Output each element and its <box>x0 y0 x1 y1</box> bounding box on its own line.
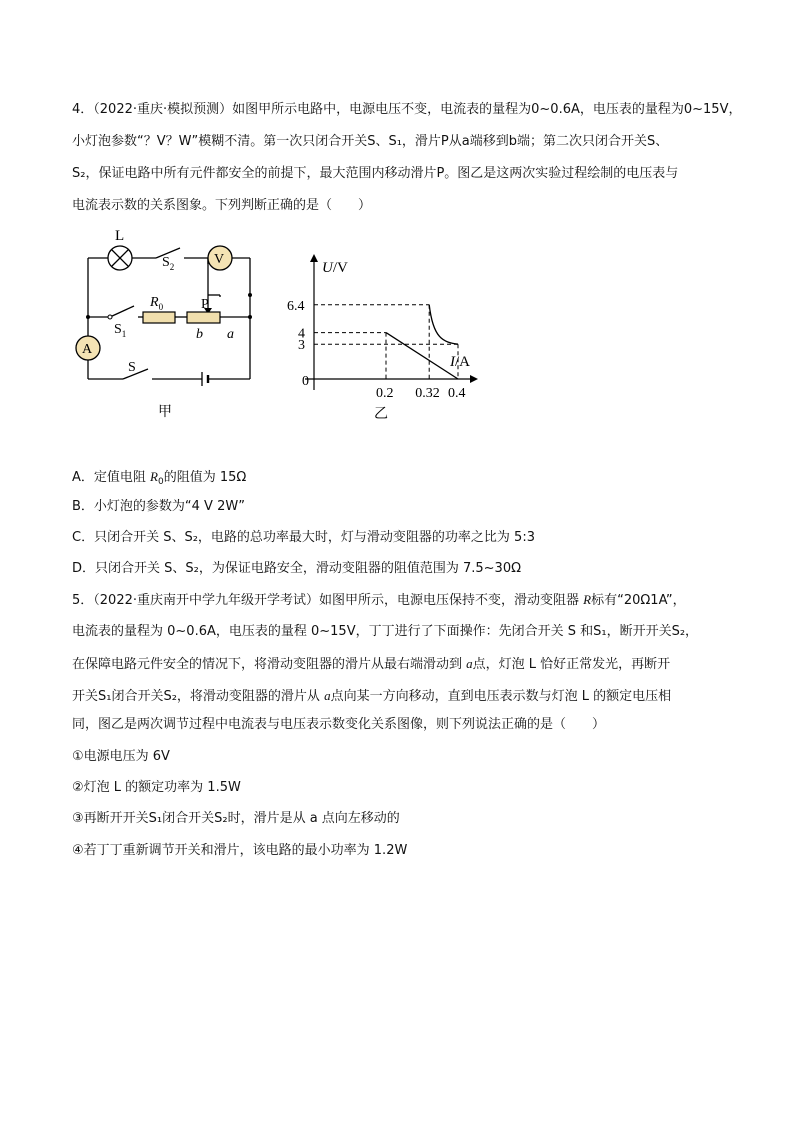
x-tick-label: 0.4 <box>448 386 466 401</box>
x-axis-arrow <box>470 375 478 383</box>
y-tick-label: 4 <box>298 326 305 342</box>
ammeter-label: A <box>82 342 93 357</box>
q5-line1-pre: （2022·重庆南开中学九年级开学考试）如图甲所示，电源电压保持不变，滑动变阻器 <box>93 593 584 608</box>
q5-line1-post: 标有“20Ω1A”， <box>591 593 686 608</box>
y-axis-unit: /V <box>332 260 348 276</box>
q5-line4-post: 点向某一方向移动，直到电压表示数与灯泡 L 的额定电压相 <box>330 689 672 704</box>
r0-letter: R <box>150 295 159 310</box>
series-curve-s2 <box>429 305 458 344</box>
y-tick-label: 3 <box>298 338 305 354</box>
r0-sub: 0 <box>158 302 164 312</box>
x-axis-label <box>449 354 470 370</box>
graph-caption: 乙 <box>374 407 388 422</box>
x-tick-label: 0.32 <box>415 386 440 401</box>
switch-s1-sub: 1 <box>121 329 127 339</box>
q5-statement-2: ②灯泡 L 的额定功率为 1.5W <box>72 780 241 795</box>
ui-graph <box>287 250 490 430</box>
switch-s2-letter: S <box>162 255 170 270</box>
end-a-label: a <box>227 327 234 342</box>
option-a-var: R <box>150 469 158 484</box>
option-a-sub: 0 <box>157 477 164 487</box>
q5-line3-var: a <box>466 656 473 671</box>
q5-number: 5． <box>72 593 94 608</box>
q5-line-4 <box>72 686 671 707</box>
circuit-caption: 甲 <box>158 405 172 420</box>
q5-statement-1: ①电源电压为 6V <box>72 749 170 764</box>
q5-line-3 <box>72 654 670 675</box>
q5-line-1 <box>72 590 686 611</box>
option-a-pre: A．定值电阻 <box>72 470 151 485</box>
y-axis-label <box>322 260 348 276</box>
slider-p-label: P <box>201 297 209 312</box>
switch-s1-label <box>114 322 126 339</box>
q4-line-1 <box>72 100 741 120</box>
q5-statement-3: ③再断开开关S₁闭合开关S₂时，滑片是从 a 点向左移动的 <box>72 811 400 826</box>
series-line-s1 <box>386 333 458 379</box>
q4-line-4: 电流表示数的关系图象。下列判断正确的是（ ） <box>72 198 372 213</box>
lamp-label: L <box>115 228 125 244</box>
y-axis-arrow <box>310 254 318 262</box>
q4-option-b: B．小灯泡的参数为“4 V 2W” <box>72 499 245 514</box>
q5-line-5: 同，图乙是两次调节过程中电流表与电压表示数变化关系图像，则下列说法正确的是（ ） <box>72 717 606 732</box>
q4-stem-part-1: （2022·重庆·模拟预测）如图甲所示电路中，电源电压不变，电流表的量程为0~0.6A，电压表的量程为0~15V， <box>93 102 742 117</box>
switch-s2-sub: 2 <box>169 262 175 272</box>
voltmeter-label: V <box>214 252 225 267</box>
switch-s-label: S <box>128 360 136 375</box>
q4-option-c: C．只闭合开关 S、S₂，电路的总功率最大时，灯与滑动变阻器的功率之比为 5:3 <box>72 530 535 545</box>
q5-line-2: 电流表的量程为 0~0.6A，电压表的量程 0~15V，丁丁进行了下面操作：先闭合开关 S 和S₁，断开开关S₂， <box>72 624 699 639</box>
switch-s2-label <box>162 255 174 272</box>
q4-option-d: D．只闭合开关 S、S₂，为保证电路安全，滑动变阻器的阻值范围为 7.5~30Ω <box>72 561 522 576</box>
q5-line3-post: 点，灯泡 L 恰好正常发光，再断开 <box>472 657 671 672</box>
q4-line-3: S₂，保证电路中所有元件都安全的前提下，最大范围内移动滑片P。图乙是这两次实验过程绘制的电压表与 <box>72 166 679 181</box>
q5-line4-pre: 开关S₁闭合开关S₂，将滑动变阻器的滑片从 <box>72 689 325 704</box>
y-tick-label: 6.4 <box>287 298 305 314</box>
q5-statement-4: ④若丁丁重新调节开关和滑片，该电路的最小功率为 1.2W <box>72 843 408 858</box>
y-axis-var: U <box>322 260 333 276</box>
option-a-post: 的阻值为 15Ω <box>163 470 247 485</box>
switch-s1-letter: S <box>114 322 122 337</box>
q4-option-a <box>72 467 246 488</box>
r0-label <box>149 295 164 312</box>
q4-line-2: 小灯泡参数“？V？W”模糊不清。第一次只闭合开关S、S₁，滑片P从a端移到b端；第二次只闭合开关S、 <box>72 134 669 149</box>
origin-label: 0 <box>302 374 309 389</box>
q4-number: 4． <box>72 102 94 117</box>
x-tick-label: 0.2 <box>376 386 394 401</box>
q5-line4-var: a <box>324 688 331 703</box>
x-axis-unit: /A <box>455 354 470 370</box>
q5-line1-var: R <box>583 592 592 607</box>
end-b-label: b <box>196 327 203 342</box>
circuit-diagram <box>70 222 270 422</box>
x-axis-var: I <box>450 354 455 370</box>
q5-line3-pre: 在保障电路元件安全的情况下，将滑动变阻器的滑片从最右端滑动到 <box>72 657 467 672</box>
